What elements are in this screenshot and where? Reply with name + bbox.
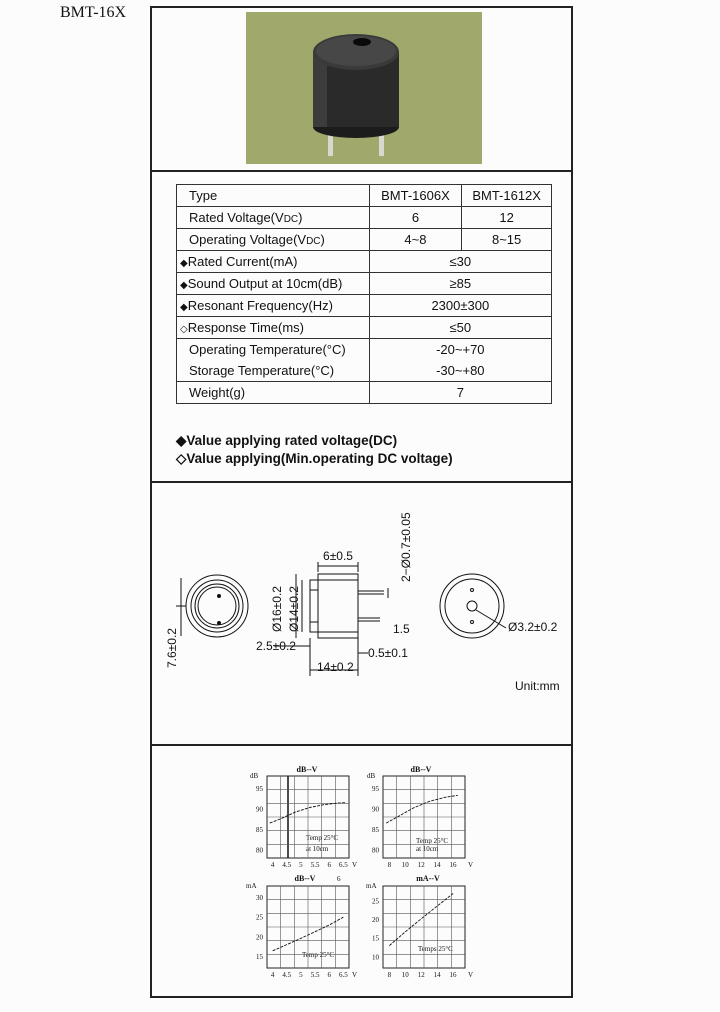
x-tick-label: 4 xyxy=(270,971,275,979)
spec-label: ◇Response Time(ms) xyxy=(177,317,370,339)
x-tick-label: 8 xyxy=(387,971,392,979)
spec-label: Weight(g) xyxy=(177,382,370,404)
y-tick-label: 30 xyxy=(256,894,263,903)
y-tick-label: 10 xyxy=(372,953,379,962)
y-tick-label: 95 xyxy=(372,784,379,793)
y-tick-label: 25 xyxy=(372,897,379,906)
dim-length-label: 14±0.2 xyxy=(317,660,354,674)
performance-charts xyxy=(152,746,569,992)
open-diamond-icon: ◇ xyxy=(180,324,188,335)
x-tick-label: 5 xyxy=(299,971,303,979)
chart-title: dB--V xyxy=(294,874,316,883)
header-type: Type xyxy=(177,185,370,207)
spec-value: 2300±300 xyxy=(369,295,551,317)
chart-title: dB--V xyxy=(410,765,432,774)
chart-note: at 10cm xyxy=(306,845,329,853)
y-tick-label: 20 xyxy=(372,916,379,925)
dim-hole-diameter-label: Ø3.2±0.2 xyxy=(508,620,558,634)
spec-value: -20~+70 xyxy=(369,339,551,361)
spec-label: Operating Temperature(°C) xyxy=(177,339,370,361)
x-tick-label: 4.5 xyxy=(282,971,292,979)
axis-unit-label: mA xyxy=(246,882,257,890)
y-tick-label: 15 xyxy=(256,952,263,961)
axis-unit-label: mA xyxy=(366,882,377,890)
spec-label: ◆Sound Output at 10cm(dB) xyxy=(177,273,370,295)
x-unit-label: V xyxy=(352,861,358,869)
front-view xyxy=(176,575,248,637)
dim-pin-diameter-label: 2−Ø0.7±0.05 xyxy=(399,512,413,582)
chart-note: Temp 25°C xyxy=(416,837,449,845)
dim-lead-offset-label: 2.5±0.2 xyxy=(256,639,296,653)
x-unit-label: V xyxy=(352,971,358,979)
spec-value: 8~15 xyxy=(462,229,552,251)
x-tick-label: 6.5 xyxy=(338,971,348,979)
spec-row-weight xyxy=(177,382,552,404)
spec-value: 4~8 xyxy=(369,229,462,251)
x-tick-label: 6.5 xyxy=(338,861,348,869)
axis-unit-label: dB xyxy=(250,772,259,780)
chart-note: Temps 25°C xyxy=(418,945,453,953)
header-model-1612: BMT-1612X xyxy=(462,185,552,207)
spec-table xyxy=(176,184,552,404)
dim-width-label: 6±0.5 xyxy=(323,549,353,563)
spec-row-operating-temperature xyxy=(177,339,552,361)
x-tick-label: 4 xyxy=(270,861,275,869)
x-tick-label: 10 xyxy=(401,971,409,979)
dimension-drawing xyxy=(152,483,569,743)
y-tick-label: 80 xyxy=(372,846,379,855)
y-tick-label: 15 xyxy=(372,934,379,943)
chart-note: Temp 25°C xyxy=(306,834,339,842)
note-min-operating-voltage: ◇Value applying(Min.operating DC voltage) xyxy=(176,451,453,466)
y-tick-label: 85 xyxy=(256,825,263,834)
dim-pin-spacing-label: 7.6±0.2 xyxy=(165,628,179,668)
spec-label: Storage Temperature(°C) xyxy=(177,360,370,382)
y-tick-label: 90 xyxy=(372,805,379,814)
spec-row-rated-current xyxy=(177,251,552,273)
document-title: BMT-16X xyxy=(60,4,127,21)
spec-row-resonant-frequency xyxy=(177,295,552,317)
chart-title: dB--V xyxy=(296,765,318,774)
x-tick-label: 12 xyxy=(417,971,425,979)
x-tick-label: 5.5 xyxy=(310,861,320,869)
spec-value: 12 xyxy=(462,207,552,229)
spec-row-response-time xyxy=(177,317,552,339)
x-tick-label: 8 xyxy=(387,861,392,869)
x-tick-label: 4.5 xyxy=(282,861,292,869)
x-tick-label: 16 xyxy=(449,861,457,869)
filled-diamond-icon: ◆ xyxy=(180,258,188,269)
chart-db-v-1612 xyxy=(367,765,448,853)
chart-note: Temp 25°C xyxy=(302,951,335,959)
header-model-1606: BMT-1606X xyxy=(369,185,462,207)
x-tick-label: 16 xyxy=(449,971,457,979)
x-tick-label: 14 xyxy=(433,971,441,979)
x-unit-label: V xyxy=(468,861,474,869)
spec-row-storage-temperature xyxy=(177,360,552,382)
spec-header-row xyxy=(177,185,552,207)
spec-row-sound-output xyxy=(177,273,552,295)
y-tick-label: 95 xyxy=(256,784,263,793)
x-tick-label: 6 xyxy=(327,861,331,869)
spec-label: ◆Rated Current(mA) xyxy=(177,251,370,273)
back-view xyxy=(440,574,506,638)
chart-extra-label: 6 xyxy=(337,875,341,883)
x-tick-label: 14 xyxy=(433,861,441,869)
y-tick-label: 25 xyxy=(256,913,263,922)
x-tick-label: 10 xyxy=(401,861,409,869)
filled-diamond-icon: ◆ xyxy=(180,280,188,291)
axis-unit-label: dB xyxy=(367,772,376,780)
spec-value: 7 xyxy=(369,382,551,404)
y-tick-label: 85 xyxy=(372,825,379,834)
spec-row-rated-voltage xyxy=(177,207,552,229)
dim-outer-diameter-label: Ø16±0.2 xyxy=(270,586,284,632)
spec-value: -30~+80 xyxy=(369,360,551,382)
y-tick-label: 80 xyxy=(256,846,263,855)
x-tick-label: 6 xyxy=(327,971,331,979)
spec-value: 6 xyxy=(369,207,462,229)
x-unit-label: V xyxy=(468,971,474,979)
dim-pin-thickness-label: 0.5±0.1 xyxy=(368,646,408,660)
spec-value: ≤50 xyxy=(369,317,551,339)
y-tick-label: 90 xyxy=(256,805,263,814)
note-rated-voltage: ◆Value applying rated voltage(DC) xyxy=(176,433,398,448)
x-tick-label: 12 xyxy=(417,861,425,869)
product-photo xyxy=(246,12,482,164)
chart-note: at 10cm xyxy=(416,845,439,853)
filled-diamond-icon: ◆ xyxy=(180,302,188,313)
spec-label: Rated Voltage(VDC) xyxy=(177,207,370,229)
spec-row-operating-voltage xyxy=(177,229,552,251)
spec-label: ◆Resonant Frequency(Hz) xyxy=(177,295,370,317)
x-tick-label: 5 xyxy=(299,861,303,869)
dim-inner-diameter-label: Ø14±0.2 xyxy=(287,586,301,632)
spec-value: ≥85 xyxy=(369,273,551,295)
chart-title: mA--V xyxy=(416,874,440,883)
series-line xyxy=(389,894,453,946)
x-tick-label: 5.5 xyxy=(310,971,320,979)
unit-label: Unit:mm xyxy=(515,679,560,693)
y-tick-label: 20 xyxy=(256,933,263,942)
spec-value: ≤30 xyxy=(369,251,551,273)
divider-top xyxy=(150,170,573,172)
spec-label: Operating Voltage(VDC) xyxy=(177,229,370,251)
dim-pin-gap-label: 1.5 xyxy=(393,622,410,636)
